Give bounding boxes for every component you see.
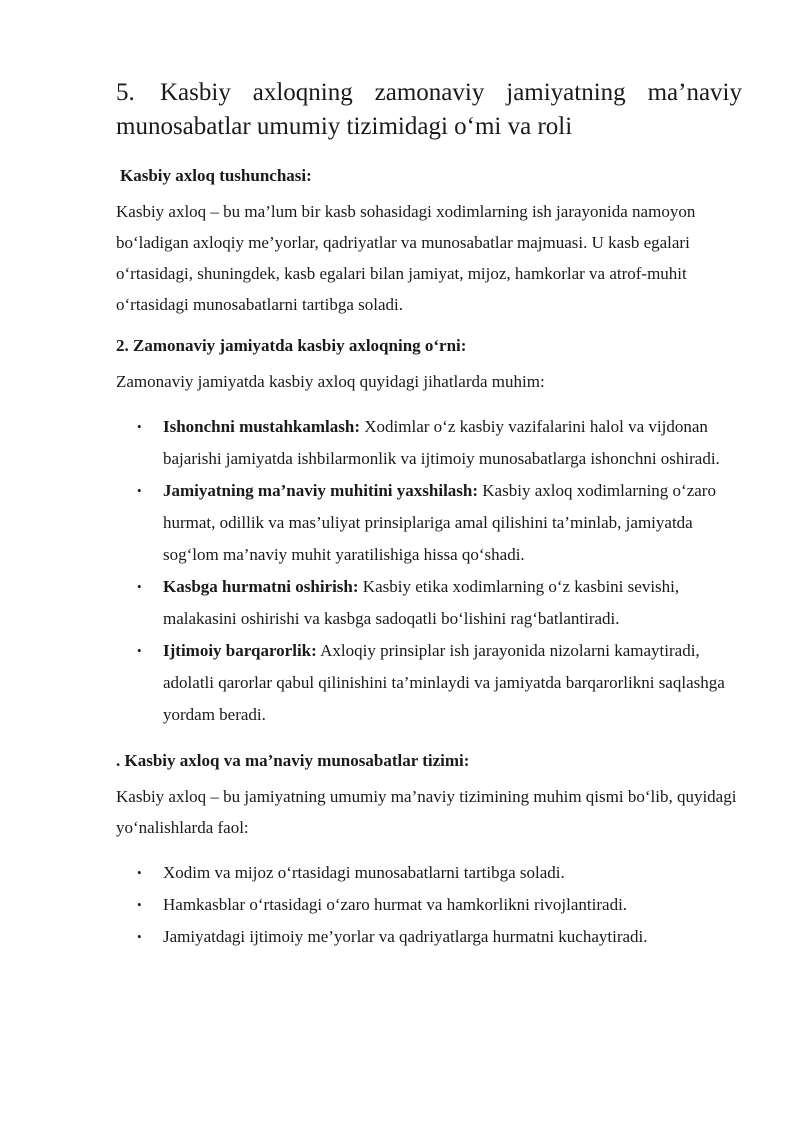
list-item	[137, 889, 742, 921]
list-item	[137, 635, 742, 731]
paragraph: Kasbiy axloq – bu jamiyatning umumiy ma’naviy tizimining muhim qismi bo‘lib, quyidagi yo‘nalishlarda faol:	[116, 787, 737, 837]
list-item	[137, 921, 742, 953]
title-text: Kasbiy axloqning zamonaviy jamiyatning ma’naviy munosabatlar umumiy tizimidagi o‘mi va roli	[116, 79, 742, 140]
bullet-icon: •	[137, 865, 142, 880]
list-item	[137, 411, 742, 475]
bullet-icon: •	[137, 483, 142, 498]
list-item	[137, 571, 742, 635]
bullet-icon: •	[137, 929, 142, 944]
bullet-list	[116, 411, 742, 731]
list-item-text: Xodimlar o‘z kasbiy vazifalarini halol va vijdonan bajarishi jamiyatda ishbilarmonlik va ijtimoiy munosabatlarga ishonchni oshiradi.	[163, 417, 720, 468]
list-item-text: Jamiyatdagi ijtimoiy me’yorlar va qadriyatlarga hurmatni kuchaytiradi.	[163, 927, 648, 946]
list-item	[137, 475, 742, 571]
list-item-text: Hamkasblar o‘rtasidagi o‘zaro hurmat va hamkorlikni rivojlantiradi.	[163, 895, 628, 914]
list-item-term: Kasbga hurmatni oshirish:	[163, 577, 359, 596]
list-item-term: Jamiyatning ma’naviy muhitini yaxshilash:	[163, 481, 479, 500]
list-item-term: Ijtimoiy barqarorlik:	[163, 641, 317, 660]
paragraph: Kasbiy axloq – bu ma’lum bir kasb sohasidagi xodimlarning ish jarayonida namoyon bo‘ladigan axloqiy me’yorlar, qadriyatlar va munosabatlar majmuasi. U kasb egalari o‘rtasidagi, shuningdek, kasb egalari bilan jamiyat, mijoz, hamkorlar va atrof-muhit o‘rtasidagi munosabatlarni tartibga soladi.	[116, 202, 696, 314]
list-item-text: Kasbiy etika xodimlarning o‘z kasbini sevishi, malakasini oshirishi va kasbga sadoqatli bo‘lishini rag‘batlantiradi.	[163, 577, 680, 628]
bullet-icon: •	[137, 897, 142, 912]
bullet-icon: •	[137, 579, 142, 594]
section-heading: 2. Zamonaviy jamiyatda kasbiy axloqning o‘rni:	[116, 336, 467, 355]
list-item-text: Axloqiy prinsiplar ish jarayonida nizolarni kamaytiradi, adolatli qarorlar qabul qilinishini ta’minlaydi va jamiyatda barqarorlikni saqlashga yordam beradi.	[163, 641, 725, 724]
section-heading: Kasbiy axloq tushunchasi:	[120, 166, 312, 185]
list-item-term: Ishonchni mustahkamlash:	[163, 417, 360, 436]
bullet-icon: •	[137, 643, 142, 658]
section-role	[116, 334, 742, 731]
bullet-list	[116, 857, 742, 953]
list-item-text: Xodim va mijoz o‘rtasidagi munosabatlarni tartibga soladi.	[163, 863, 565, 882]
document-page	[116, 76, 742, 971]
section-concept	[116, 164, 742, 320]
title-number: 5.	[116, 79, 135, 106]
bullet-icon: •	[137, 419, 142, 434]
section-system	[116, 749, 742, 953]
list-item	[137, 857, 742, 889]
paragraph: Zamonaviy jamiyatda kasbiy axloq quyidagi jihatlarda muhim:	[116, 372, 545, 391]
document-title	[116, 76, 742, 144]
list-item-text: Kasbiy axloq xodimlarning o‘zaro hurmat, odillik va mas’uliyat prinsiplariga amal qilishini ta’minlab, jamiyatda sog‘lom ma’naviy muhit yaratilishiga hissa qo‘shadi.	[163, 481, 716, 564]
section-heading: . Kasbiy axloq va ma’naviy munosabatlar tizimi:	[116, 751, 470, 770]
